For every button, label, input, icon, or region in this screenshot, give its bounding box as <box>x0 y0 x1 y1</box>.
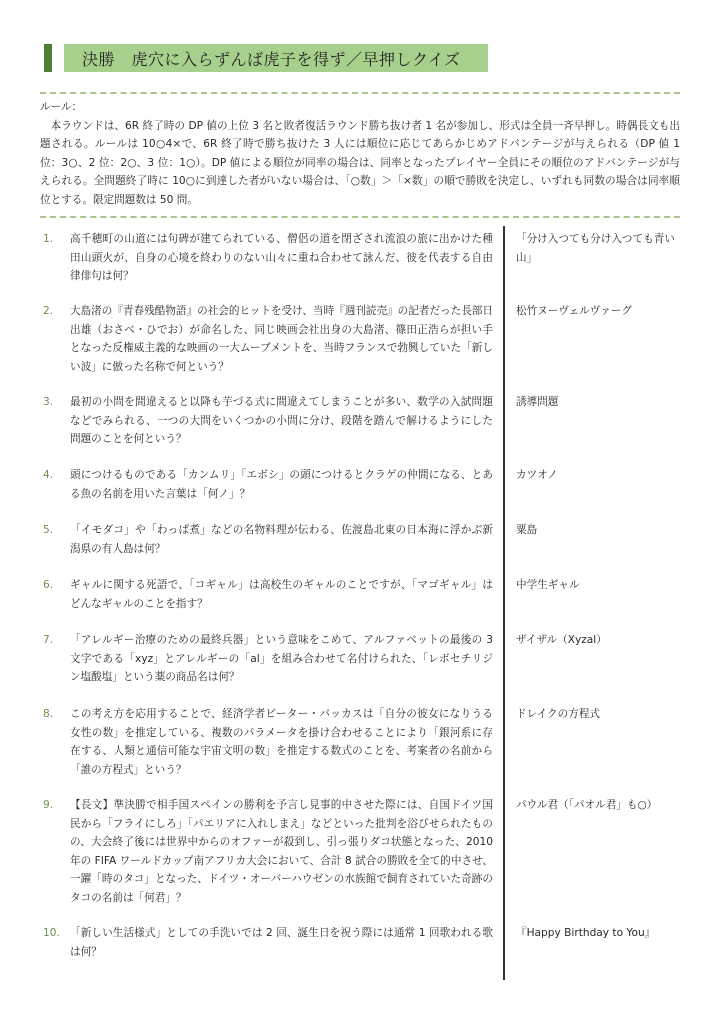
rules-body: 本ラウンドは、6R 終了時の DP 値の上位 3 名と敗者復活ラウンド勝ち抜け者 1 名が参加し、形式は全員一斉早押し。時偶長文も出題される。ルールは 10○4×で、6R 終了時で勝ち抜けた 3 人には順位に応じてあらかじめアドバンテージが与えられる（DP 値 1 位：3○、2 位：2○、3 位：1○）。DP 値による順位が同率の場合は、同率となったプレイヤー全員にその順位のアドバンテージが与えられる。全問題終了時に 10○に到達した者がいない場合は、「○数」＞「×数」の順で勝敗を決定し、いずれも同数の場合は同率順位とする。限定問題数は 50 問。 <box>40 119 680 206</box>
answer-text: 「分け入つても分け入つても青い山」 <box>516 233 675 264</box>
answer-text: 松竹ヌーヴェルヴァーグ <box>516 305 633 317</box>
question-text: 頭につけるものである「カンムリ」「エボシ」の頭につけるとクラゲの仲間になる、とある魚の名前を用いた言葉は「何ノ」？ <box>70 469 493 500</box>
answer-text: 中学生ギャル <box>516 579 580 591</box>
answer-text: ザイザル（Xyzal） <box>516 634 607 646</box>
question-number: 3. <box>43 396 54 408</box>
answer-text: 誘導問題 <box>516 396 559 408</box>
question-number: 1. <box>43 233 54 245</box>
question-text: 大島渚の『青春残酷物語』の社会的ヒットを受け、当時『週刊読売』の記者だった長部日出雄（おさべ・ひでお）が命名した、同じ映画会社出身の大島渚、篠田正浩らが担い手となった反権威主義的な映画の一大ムーブメントを、当時フランスで勃興していた「新しい波」に倣った名称で何という？ <box>70 305 494 373</box>
answer-text: カツオノ <box>516 469 558 481</box>
rules-heading: ルール： <box>40 101 83 113</box>
question-text: ギャルに関する死語で、「コギャル」は高校生のギャルのことですが、「マゴギャル」はどんなギャルのことを指す？ <box>70 579 493 610</box>
question-text: 「アレルギー治療のための最終兵器」という意味をこめて、アルファベットの最後の 3 文字である「xyz」とアレルギーの「al」を組み合わせて名付けられた、「レボセチリジン塩酸塩」という薬の商品名は何？ <box>70 634 493 684</box>
question-text: 「イモダコ」や「わっぱ煮」などの名物料理が伝わる、佐渡島北東の日本海に浮かぶ新潟県の有人島は何？ <box>70 524 493 555</box>
question-text: 「新しい生活様式」としての手洗いでは 2 回、誕生日を祝う際には通常 1 回歌われる歌は何？ <box>70 927 493 958</box>
column-divider <box>503 226 505 980</box>
question-text: この考え方を応用することで、経済学者ピーター・バッカスは「自分の彼女になりうる女性の数」を推定している、複数のパラメータを掛け合わせることにより「銀河系に存在する、人類と通信可能な宇宙文明の数」を推定する数式のことを、考案者の名前から「誰の方程式」という？ <box>70 708 493 776</box>
answer-text: ドレイクの方程式 <box>516 708 601 720</box>
answer-text: パウル君（「パオル君」も○） <box>516 799 658 811</box>
question-number: 2. <box>43 305 54 317</box>
question-number: 7. <box>43 634 54 646</box>
question-number: 8. <box>43 708 54 720</box>
question-text: 【長文】準決勝で相手国スペインの勝利を予言し見事的中させた際には、自国ドイツ国民から「フライにしろ」「パエリアに入れしまえ」などといった批判を浴びせられたものの、大会終了後には世界中からのオファーが殺到し、引っ張りダコ状態となった、2010 年の FIFA ワールドカップ南アフリカ大会において、合計 8 試合の勝敗を全て的中させ、一躍「時のタコ」となった、ドイツ・オーバーハウゼンの水族館で飼育されていた奇跡のタコの名前は「何君」？ <box>70 799 493 904</box>
question-number: 6. <box>43 579 54 591</box>
question-number: 4. <box>43 469 54 481</box>
question-text: 高千穂町の山道には句碑が建てられている、僧侶の道を閉ざされ流浪の旅に出かけた種田山頭火が、自身の心境を終わりのない山々に重ね合わせて詠んだ、彼を代表する自由律俳句は何？ <box>70 233 493 283</box>
page-title: 決勝 虎穴に入らずんば虎子を得ず／早押しクイズ <box>64 44 488 72</box>
answer-text: 『Happy Birthday to You』 <box>516 927 656 939</box>
question-number: 9. <box>43 799 54 811</box>
answer-text: 粟島 <box>516 524 538 536</box>
question-number: 10. <box>43 927 60 939</box>
question-text: 最初の小問を間違えると以降も芋づる式に間違えてしまうことが多い、数学の入試問題などでみられる、一つの大問をいくつかの小問に分け、段階を踏んで解けるようにした問題のことを何という？ <box>70 396 493 446</box>
question-number: 5. <box>43 524 54 536</box>
